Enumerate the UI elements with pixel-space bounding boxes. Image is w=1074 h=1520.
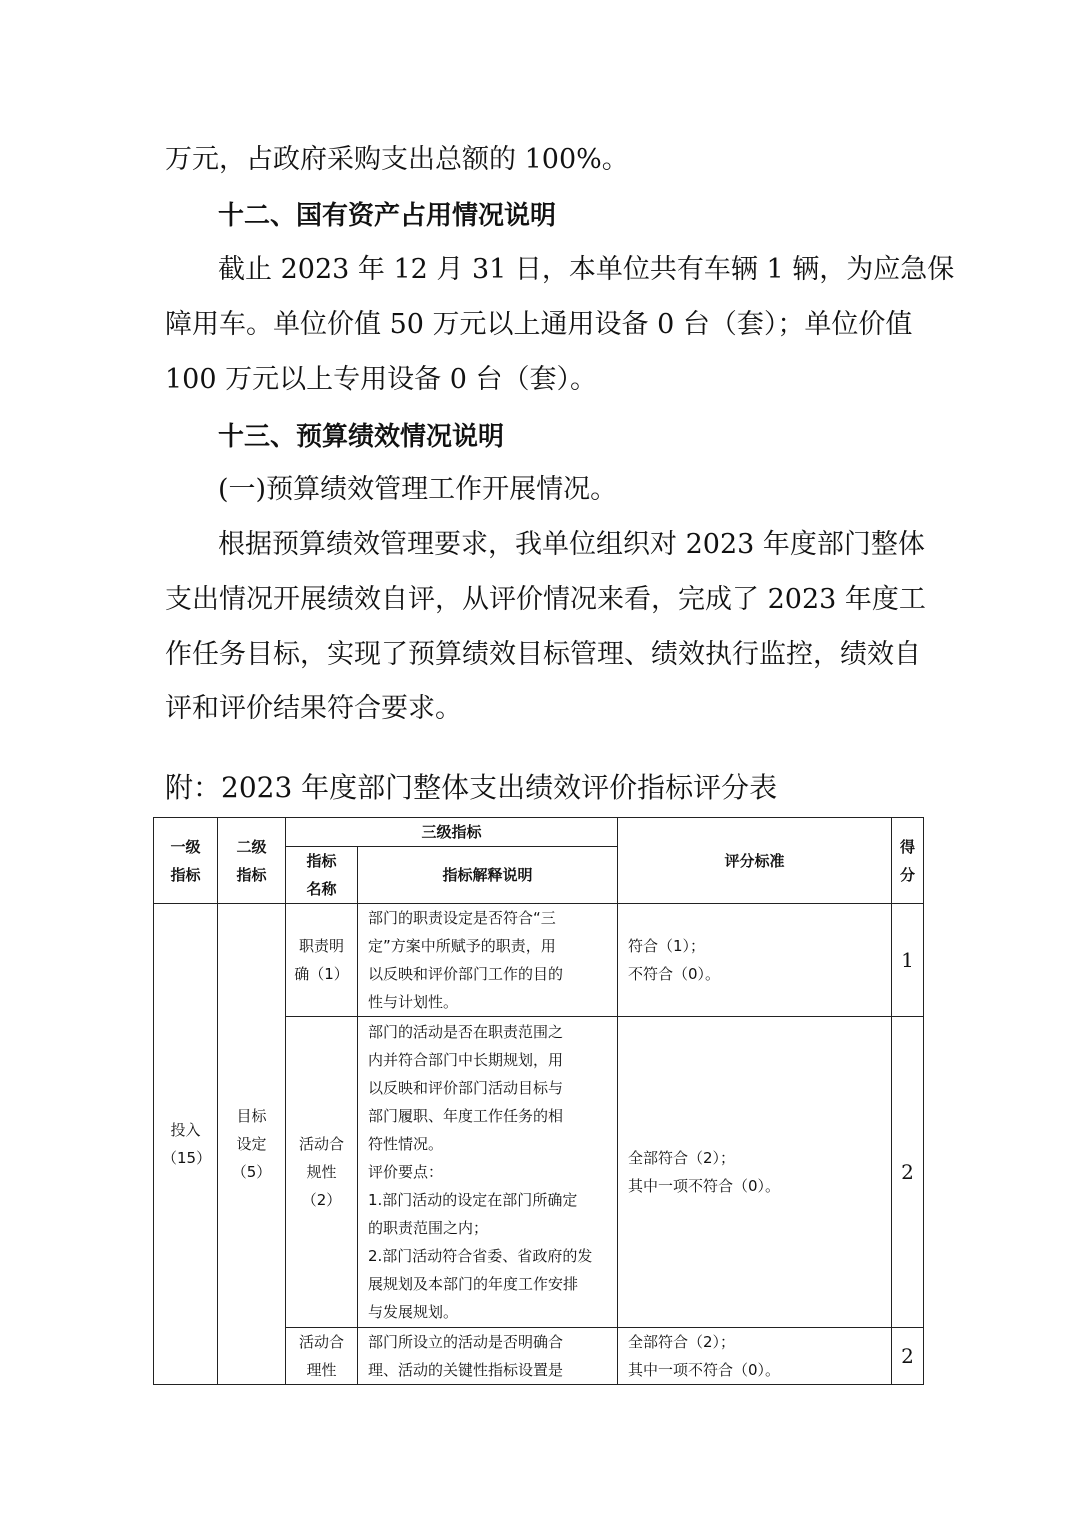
subsection-heading: (一)预算绩效管理工作开展情况。 (218, 474, 618, 505)
header-criteria: 评分标准 (618, 818, 892, 904)
paragraph-line: 100 万元以上专用设备 0 台（套）。 (165, 364, 597, 395)
paragraph-line: 作任务目标，实现了预算绩效目标管理、绩效执行监控，绩效自 (165, 639, 921, 670)
header-level2: 二级 指标 (218, 818, 286, 904)
header-score: 得 分 (892, 818, 924, 904)
table-row (154, 904, 924, 1017)
paragraph-line: 障用车。单位价值 50 万元以上通用设备 0 台（套）；单位价值 (165, 309, 913, 340)
cell-criteria: 符合（1）； 不符合（0）。 (618, 904, 892, 1017)
cell-indicator-explain: 部门所设立的活动是否明确合 理、活动的关键性指标设置是 (358, 1328, 618, 1385)
cell-indicator-explain: 部门的活动是否在职责范围之 内并符合部门中长期规划，用 以反映和评价部门活动目标与 部门履职、年度工作任务的相 符性情况。 评价要点： 1.部门活动的设定在部门所确定 的职责范围之内； 2.部门活动符合省委、省政府的发 展规划及本部门的年度工作安排 与发展规划。 (358, 1017, 618, 1328)
paragraph-line: 评和评价结果符合要求。 (165, 693, 462, 724)
cell-score: 2 (892, 1017, 924, 1328)
cell-indicator-name: 职责明 确（1） (286, 904, 358, 1017)
cell-criteria: 全部符合（2）； 其中一项不符合（0）。 (618, 1017, 892, 1328)
section-heading-13: 十三、预算绩效情况说明 (218, 422, 505, 452)
header-level3: 三级指标 (286, 818, 618, 847)
cell-level1: 投入 （15） (154, 904, 218, 1385)
cell-score: 1 (892, 904, 924, 1017)
cell-indicator-explain: 部门的职责设定是否符合“三 定”方案中所赋予的职责，用 以反映和评价部门工作的目的 性与计划性。 (358, 904, 618, 1017)
cell-level2: 目标 设定 （5） (218, 904, 286, 1385)
header-level1: 一级 指标 (154, 818, 218, 904)
paragraph-line: 万元，占政府采购支出总额的 100%。 (165, 144, 629, 175)
cell-indicator-name: 活动合 理性 (286, 1328, 358, 1385)
cell-indicator-name: 活动合 规性 （2） (286, 1017, 358, 1328)
evaluation-score-table (153, 817, 924, 1385)
header-indicator-explain: 指标解释说明 (358, 847, 618, 904)
cell-criteria: 全部符合（2）； 其中一项不符合（0）。 (618, 1328, 892, 1385)
table-caption: 附：2023 年度部门整体支出绩效评价指标评分表 (165, 771, 778, 804)
paragraph-line: 支出情况开展绩效自评，从评价情况来看，完成了 2023 年度工 (165, 584, 926, 615)
cell-score: 2 (892, 1328, 924, 1385)
header-indicator-name: 指标 名称 (286, 847, 358, 904)
paragraph-line: 根据预算绩效管理要求，我单位组织对 2023 年度部门整体 (218, 529, 925, 560)
paragraph-line: 截止 2023 年 12 月 31 日，本单位共有车辆 1 辆，为应急保 (218, 254, 955, 285)
section-heading-12: 十二、国有资产占用情况说明 (218, 201, 557, 231)
